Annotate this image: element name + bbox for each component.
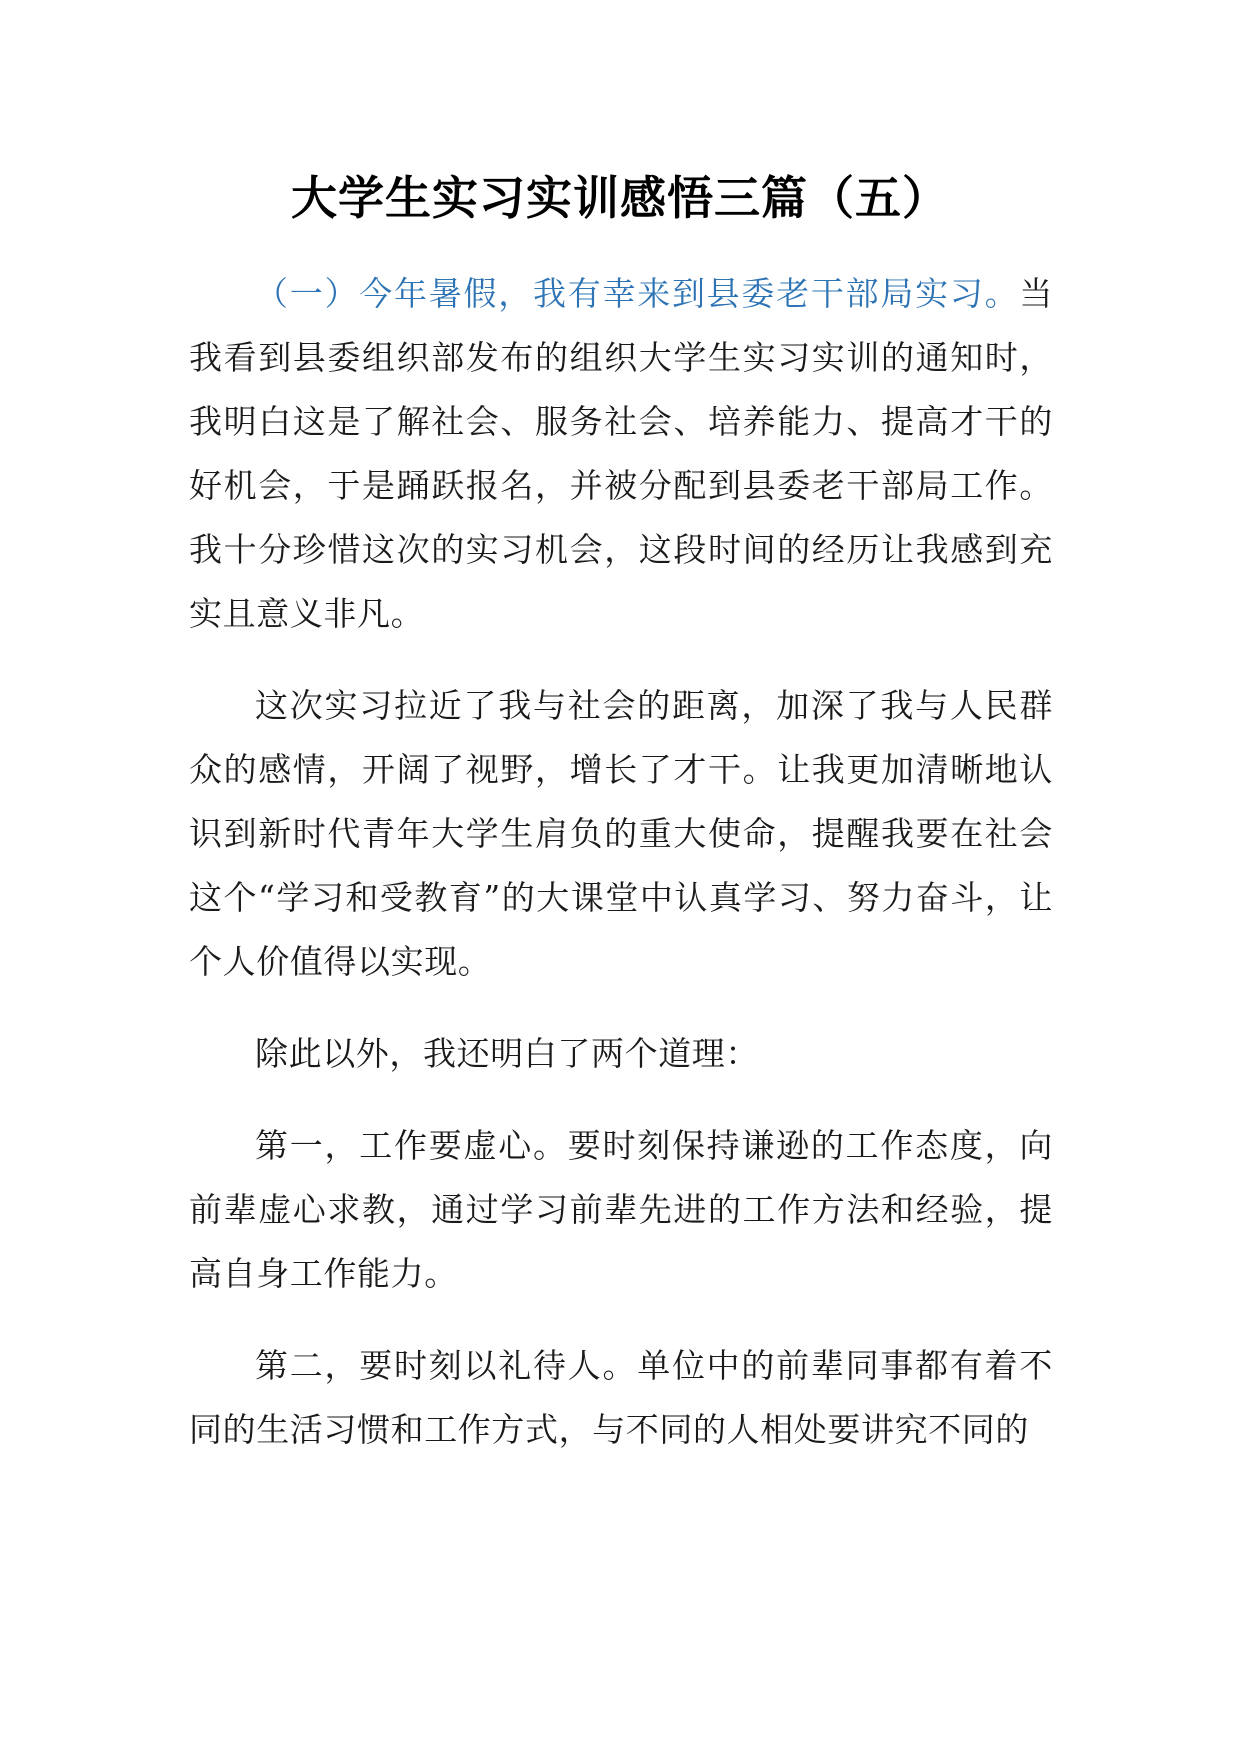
paragraph-1-text: 当我看到县委组织部发布的组织大学生实习实训的通知时，我明白这是了解社会、服务社会、培养能力、提高才干的好机会，于是踊跃报名，并被分配到县委老干部局工作。我十分珍惜这次的实习机会，这段时间的经历让我感到充实且意义非凡。 [189,274,1053,633]
paragraph-3: 除此以外，我还明白了两个道理： [255,1034,759,1073]
paragraph-5: 第二，要时刻以礼待人。单位中的前辈同事都有着不同的生活习惯和工作方式，与不同的人相处要讲究不同的 [189,1346,1053,1449]
paragraph-2: 这次实习拉近了我与社会的距离，加深了我与人民群众的感情，开阔了视野，增长了才干。让我更加清晰地认识到新时代青年大学生肩负的重大使命，提醒我要在社会这个“学习和受教育”的大课堂中认真学习、努力奋斗，让个人价值得以实现。 [189,686,1053,981]
paragraph-1-lead: （一）今年暑假，我有幸来到县委老干部局实习。 [255,274,1020,313]
document-body [189,262,1053,1490]
paragraph-4: 第一，工作要虚心。要时刻保持谦逊的工作态度，向前辈虚心求教，通过学习前辈先进的工作方法和经验，提高自身工作能力。 [189,1126,1053,1293]
paragraph-1 [189,262,1053,646]
document-title: 大学生实习实训感悟三篇（五） [291,171,949,225]
